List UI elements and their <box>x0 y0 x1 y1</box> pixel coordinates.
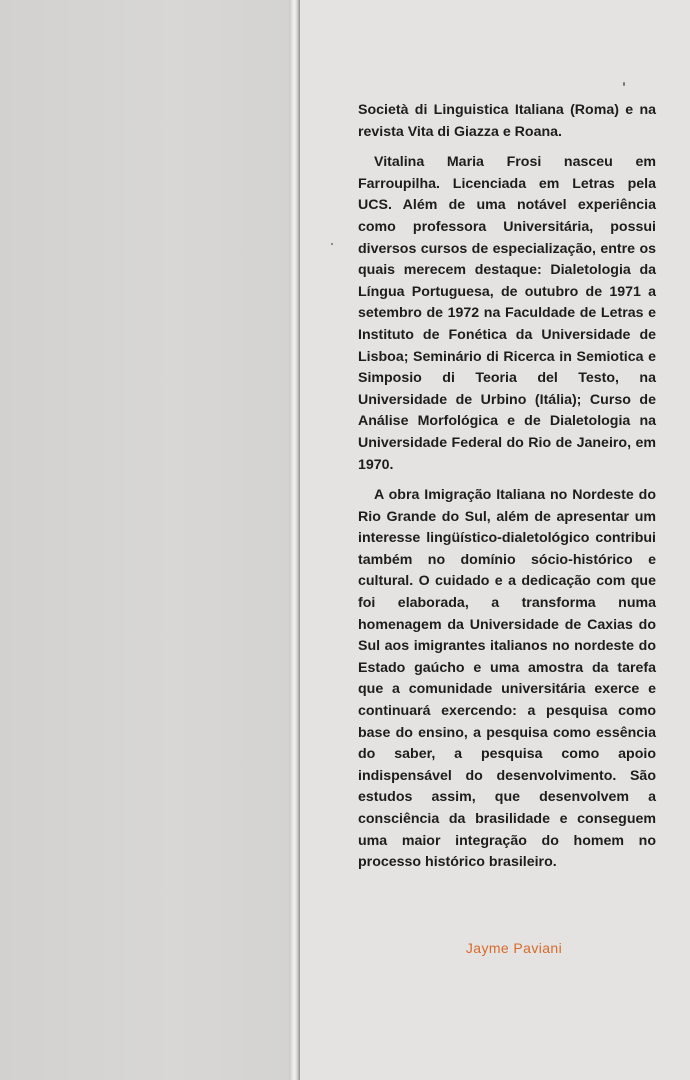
paper-speck <box>623 82 625 86</box>
page-fold <box>289 0 300 1080</box>
paragraph-biography <box>358 152 656 476</box>
paragraph-work-text: A obra Imigração Italiana no Nordeste do Rio Grande do Sul, além de apresentar um interesse lingüístico-dialetológico contribui também no domínio sócio-histórico e cultural. O cuidado e a dedicação com que foi elaborada, a transforma numa homenagem da Universidade de Caxias do Sul aos imigrantes italianos no nordeste do Estado gaúcho e uma amostra da tarefa que a comunidade universitária exerce e continuará exercendo: a pesquisa como base do ensino, a pesquisa como essência do saber, a pesquisa como apoio indispensável do desenvolvimento. São estudos assim, que desenvolvem a consciência da brasilidade e conseguem uma maior integração do homem no processo histórico brasileiro. <box>358 487 656 871</box>
paragraph-biography-text: Vitalina Maria Frosi nasceu em Farroupilha. Licenciada em Letras pela UCS. Além de uma notável experiência como professora Universitária, possui diversos cursos de especialização, entre os quais merecem destaque: Dialetologia da Língua Portuguesa, de outubro de 1971 a setembro de 1972 na Faculdade de Letras e Instituto de Fonética da Universidade de Lisboa; Seminário di Ricerca in Semiotica e Simposio di Teoria del Testo, na Universidade de Urbino (Itália); Curso de Análise Morfológica e de Dialetologia na Universidade Federal do Rio de Janeiro, em 1970. <box>358 154 656 473</box>
author-signature: Jayme Paviani <box>465 940 563 956</box>
flap-text <box>358 100 656 883</box>
paper-speck <box>331 243 333 245</box>
left-page-blank <box>0 0 289 1080</box>
paragraph-work <box>358 485 656 874</box>
paragraph-intro: Società di Linguistica Italiana (Roma) e na revista Vita di Giazza e Roana. <box>358 102 656 140</box>
